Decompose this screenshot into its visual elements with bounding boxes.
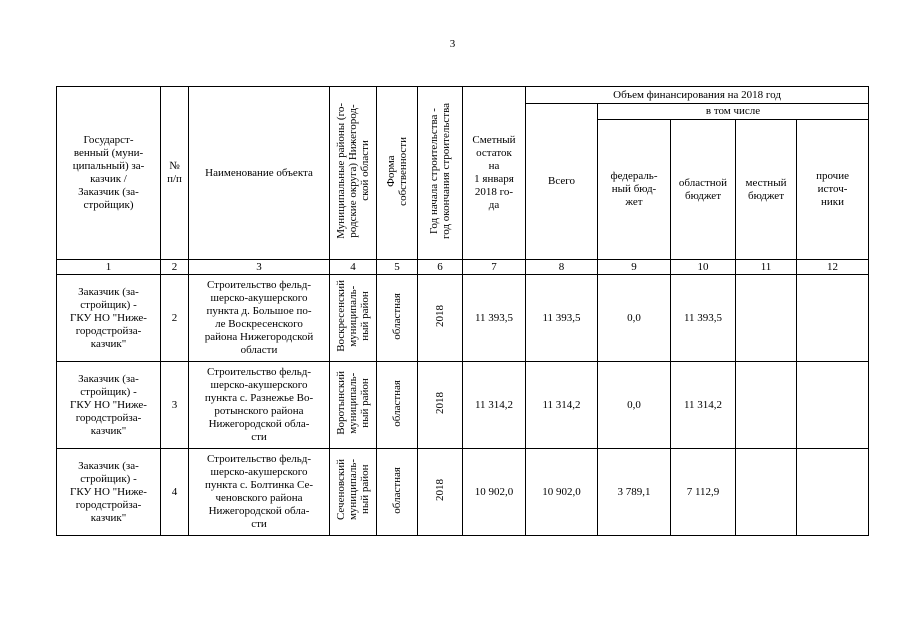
header-regional: областной бюджет	[671, 120, 736, 260]
header-district-text: Муниципальные районы (го- родские округа) Нижегород- ской области	[335, 103, 371, 239]
row-ownership-text: областная	[391, 292, 403, 340]
header-other: прочие источ- ники	[797, 120, 869, 260]
header-local: местный бюджет	[736, 120, 797, 260]
header-years-text: Год начала строительства - год окончания строительства	[428, 103, 452, 239]
header-including: в том числе	[598, 104, 869, 120]
column-number: 4	[330, 260, 377, 275]
row-local	[736, 362, 797, 449]
column-number: 2	[161, 260, 189, 275]
row-years	[418, 362, 463, 449]
column-number: 5	[377, 260, 418, 275]
row-object-name: Строительство фельд- шерско-акушерского пункта с. Разнежье Во- ротынского района Нижегородской обла- сти	[189, 362, 330, 449]
column-number: 9	[598, 260, 671, 275]
row-federal: 0,0	[598, 362, 671, 449]
header-ownership-text: Форма собственности	[385, 136, 409, 206]
table-row	[57, 275, 869, 362]
financing-table	[56, 86, 869, 536]
page-number: 3	[449, 38, 456, 50]
header-total: Всего	[526, 104, 598, 260]
table-row	[57, 362, 869, 449]
row-district	[330, 449, 377, 536]
column-number: 11	[736, 260, 797, 275]
header-estimate: Сметный остаток на 1 января 2018 го- да	[463, 87, 526, 260]
row-total: 11 393,5	[526, 275, 598, 362]
column-number: 10	[671, 260, 736, 275]
row-estimate: 11 393,5	[463, 275, 526, 362]
row-local	[736, 275, 797, 362]
row-customer: Заказчик (за- стройщик) - ГКУ НО "Ниже- городстройза- казчик"	[57, 275, 161, 362]
row-total: 11 314,2	[526, 362, 598, 449]
row-customer: Заказчик (за- стройщик) - ГКУ НО "Ниже- городстройза- казчик"	[57, 449, 161, 536]
row-district	[330, 362, 377, 449]
column-number: 6	[418, 260, 463, 275]
row-federal: 0,0	[598, 275, 671, 362]
column-number-row	[57, 260, 869, 275]
header-financing: Объем финансирования на 2018 год	[526, 87, 869, 104]
row-years	[418, 449, 463, 536]
row-ownership	[377, 362, 418, 449]
row-local	[736, 449, 797, 536]
row-years-text: 2018	[434, 305, 446, 327]
column-number: 8	[526, 260, 598, 275]
row-object-name: Строительство фельд- шерско-акушерского пункта д. Большое по- ле Воскресенского района Нижегородской области	[189, 275, 330, 362]
row-years	[418, 275, 463, 362]
row-estimate: 11 314,2	[463, 362, 526, 449]
row-years-text: 2018	[434, 392, 446, 414]
table-row	[57, 449, 869, 536]
row-estimate: 10 902,0	[463, 449, 526, 536]
row-other	[797, 275, 869, 362]
header-customer: Государст- венный (муни- ципальный) за- казчик / Заказчик (за- стройщик)	[57, 87, 161, 260]
row-customer: Заказчик (за- стройщик) - ГКУ НО "Ниже- городстройза- казчик"	[57, 362, 161, 449]
row-ownership-text: областная	[391, 379, 403, 427]
row-regional: 11 393,5	[671, 275, 736, 362]
row-object-name: Строительство фельд- шерско-акушерского пункта с. Болтинка Се- ченовского района Нижегородской обла- сти	[189, 449, 330, 536]
header-federal: федераль- ный бюд- жет	[598, 120, 671, 260]
row-district-text: Воротынский муниципаль- ный район	[335, 371, 371, 435]
column-number: 12	[797, 260, 869, 275]
header-number: № п/п	[161, 87, 189, 260]
row-regional: 7 112,9	[671, 449, 736, 536]
header-object-name: Наименование объекта	[189, 87, 330, 260]
row-other	[797, 449, 869, 536]
row-ownership	[377, 449, 418, 536]
row-number: 3	[161, 362, 189, 449]
column-number: 3	[189, 260, 330, 275]
row-district-text: Сеченовский муниципаль- ный район	[335, 459, 371, 521]
header-ownership	[377, 87, 418, 260]
row-district-text: Воскресенский муниципаль- ный район	[335, 280, 371, 352]
row-ownership	[377, 275, 418, 362]
row-federal: 3 789,1	[598, 449, 671, 536]
row-number: 4	[161, 449, 189, 536]
row-number: 2	[161, 275, 189, 362]
header-years	[418, 87, 463, 260]
row-regional: 11 314,2	[671, 362, 736, 449]
row-district	[330, 275, 377, 362]
header-district	[330, 87, 377, 260]
row-total: 10 902,0	[526, 449, 598, 536]
row-years-text: 2018	[434, 479, 446, 501]
row-ownership-text: областная	[391, 466, 403, 514]
column-number: 1	[57, 260, 161, 275]
column-number: 7	[463, 260, 526, 275]
row-other	[797, 362, 869, 449]
